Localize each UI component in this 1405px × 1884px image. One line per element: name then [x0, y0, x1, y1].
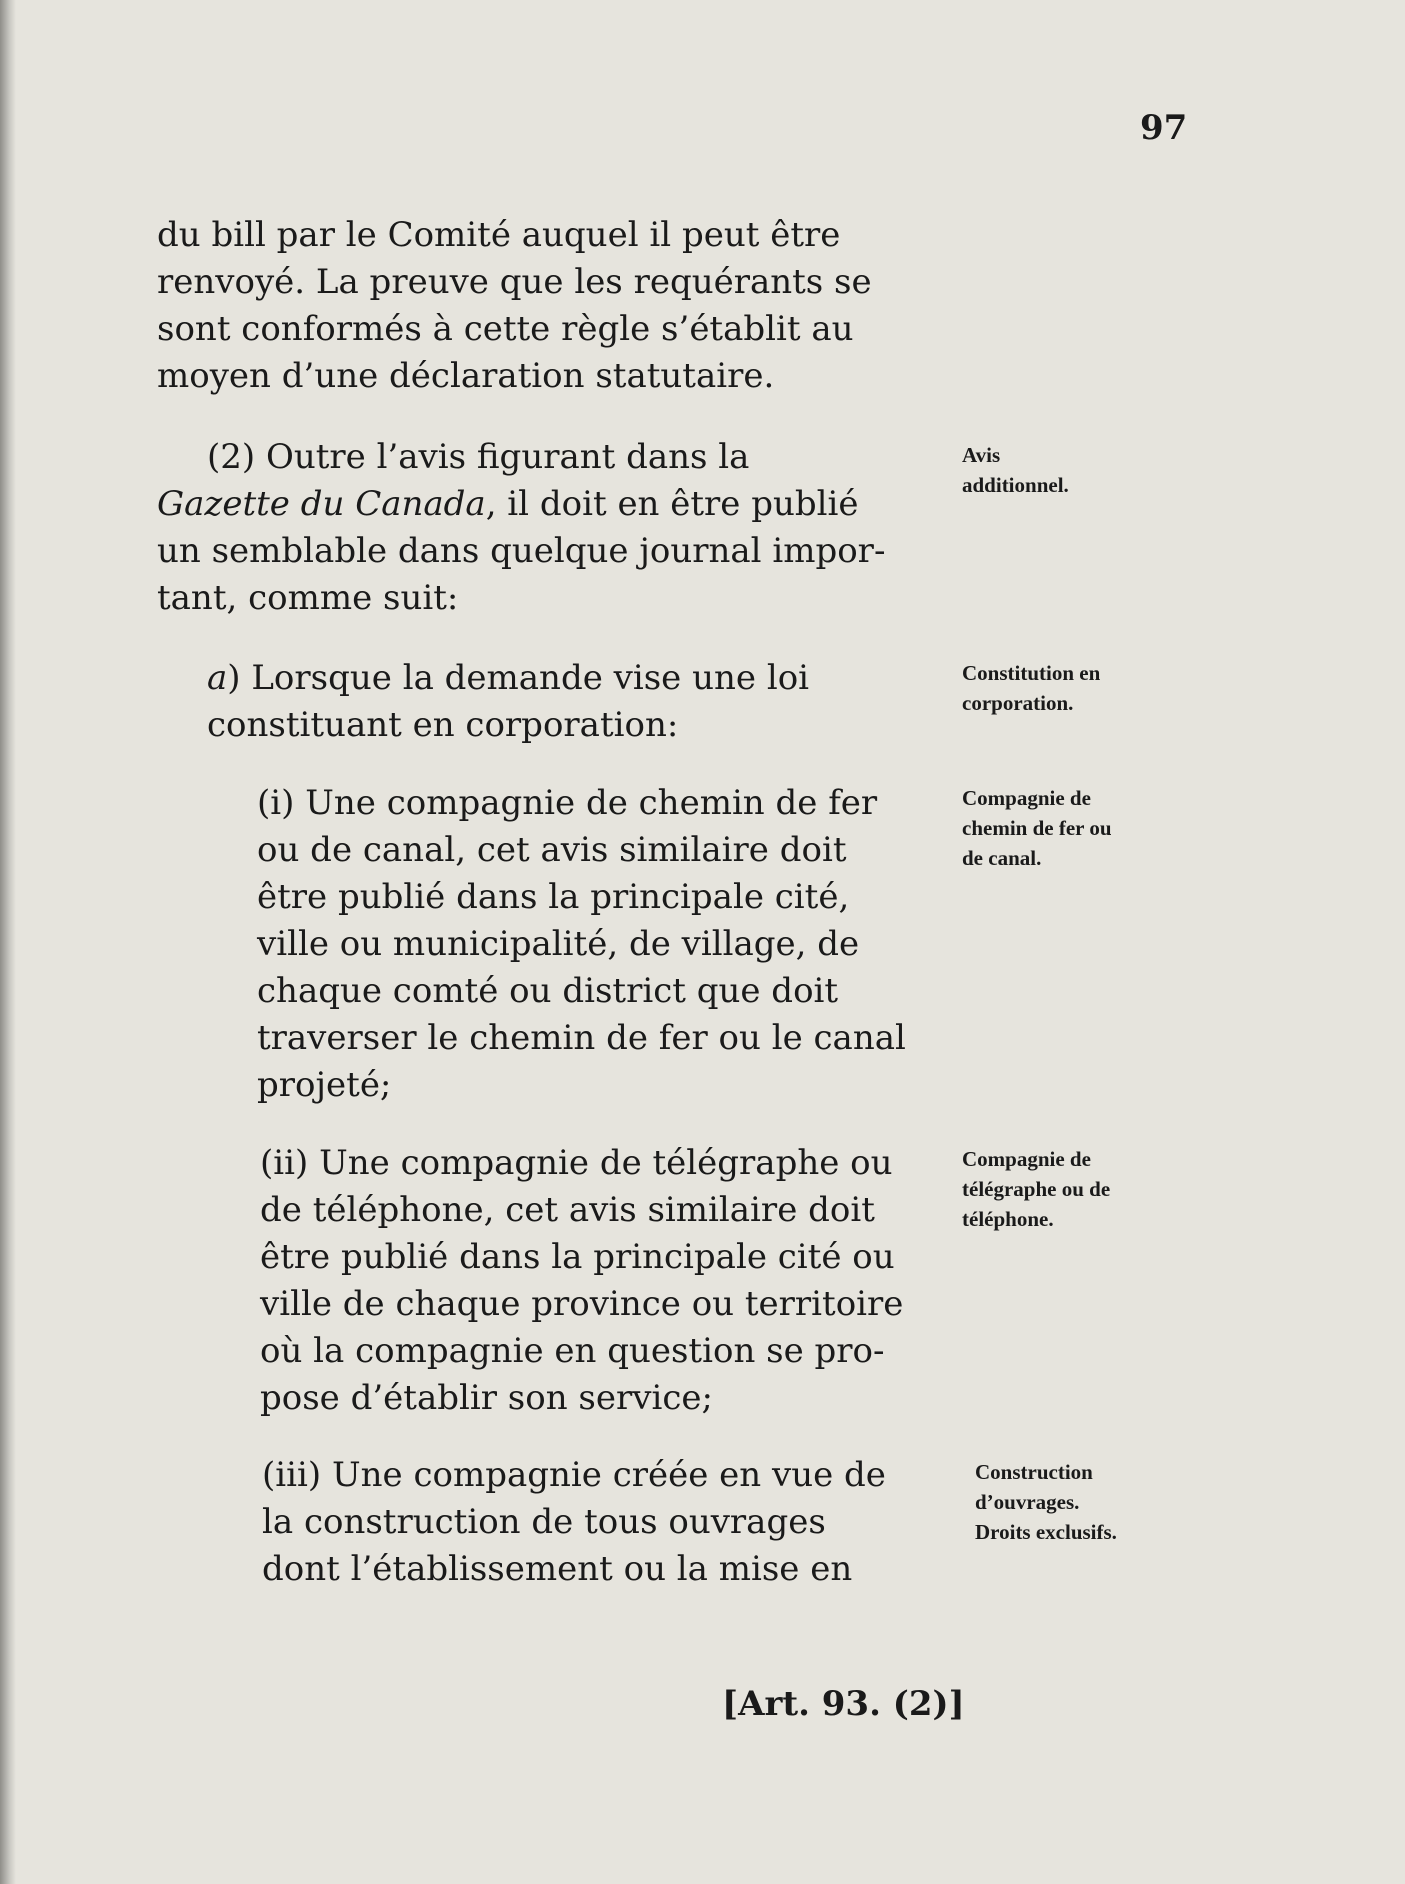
- text-line: Gazette du Canada, il doit en être publié: [157, 484, 859, 524]
- margin-note: Construction d’ouvrages. Droits exclusifs.: [975, 1460, 1117, 1544]
- margin-note: Avis additionnel.: [962, 443, 1069, 497]
- text-line: ville ou municipalité, de village, de: [257, 924, 860, 964]
- text-line: (i) Une compagnie de chemin de fer: [257, 783, 878, 823]
- text-line: de téléphone, cet avis similaire doit: [260, 1190, 875, 1230]
- text-line: projeté;: [257, 1065, 392, 1105]
- paragraph-continuation: [157, 212, 930, 400]
- binding-shadow: [0, 0, 16, 1884]
- text-line: ville de chaque province ou territoire: [260, 1284, 904, 1324]
- text-line: pose d’établir son service;: [260, 1378, 713, 1418]
- page-number: 97: [1140, 108, 1188, 148]
- margin-note: Compagnie de chemin de fer ou de canal.: [962, 786, 1112, 870]
- text-line: (2) Outre l’avis figurant dans la: [207, 437, 750, 477]
- text-line: où la compagnie en question se pro-: [260, 1331, 885, 1371]
- text-line: (ii) Une compagnie de télégraphe ou: [260, 1143, 893, 1183]
- text-line: chaque comté ou district que doit: [257, 971, 839, 1011]
- italic-title: Gazette du Canada: [157, 484, 486, 524]
- text-line: ou de canal, cet avis similaire doit: [257, 830, 847, 870]
- item-label: a: [207, 658, 228, 698]
- text-line: un semblable dans quelque journal impor-: [157, 531, 886, 571]
- text-line: tant, comme suit:: [157, 578, 459, 618]
- text-line: la construction de tous ouvrages: [262, 1502, 826, 1542]
- paragraph-2: [157, 434, 930, 622]
- text-line: traverser le chemin de fer ou le canal: [257, 1018, 906, 1058]
- text-line: être publié dans la principale cité ou: [260, 1237, 895, 1277]
- text-line: dont l’établissement ou la mise en: [262, 1549, 853, 1589]
- text-line: renvoyé. La preuve que les requérants se: [157, 262, 872, 302]
- text-line: du bill par le Comité auquel il peut être: [157, 215, 841, 255]
- text-line: moyen d’une déclaration statutaire.: [157, 356, 775, 396]
- margin-note: Constitution en corporation.: [962, 661, 1101, 715]
- paragraph-iii: [262, 1452, 942, 1593]
- paragraph-ii: [260, 1140, 940, 1422]
- article-reference: [Art. 93. (2)]: [722, 1684, 965, 1724]
- text-line: être publié dans la principale cité,: [257, 877, 850, 917]
- paragraph-i: [257, 780, 937, 1109]
- text-line: sont conformés à cette règle s’établit au: [157, 309, 854, 349]
- text-line: constituant en corporation:: [207, 705, 679, 745]
- margin-note: Compagnie de télégraphe ou de téléphone.: [962, 1147, 1111, 1231]
- text-line: (iii) Une compagnie créée en vue de: [262, 1455, 886, 1495]
- paragraph-a: [207, 655, 930, 749]
- text-line: a) Lorsque la demande vise une loi: [207, 658, 810, 698]
